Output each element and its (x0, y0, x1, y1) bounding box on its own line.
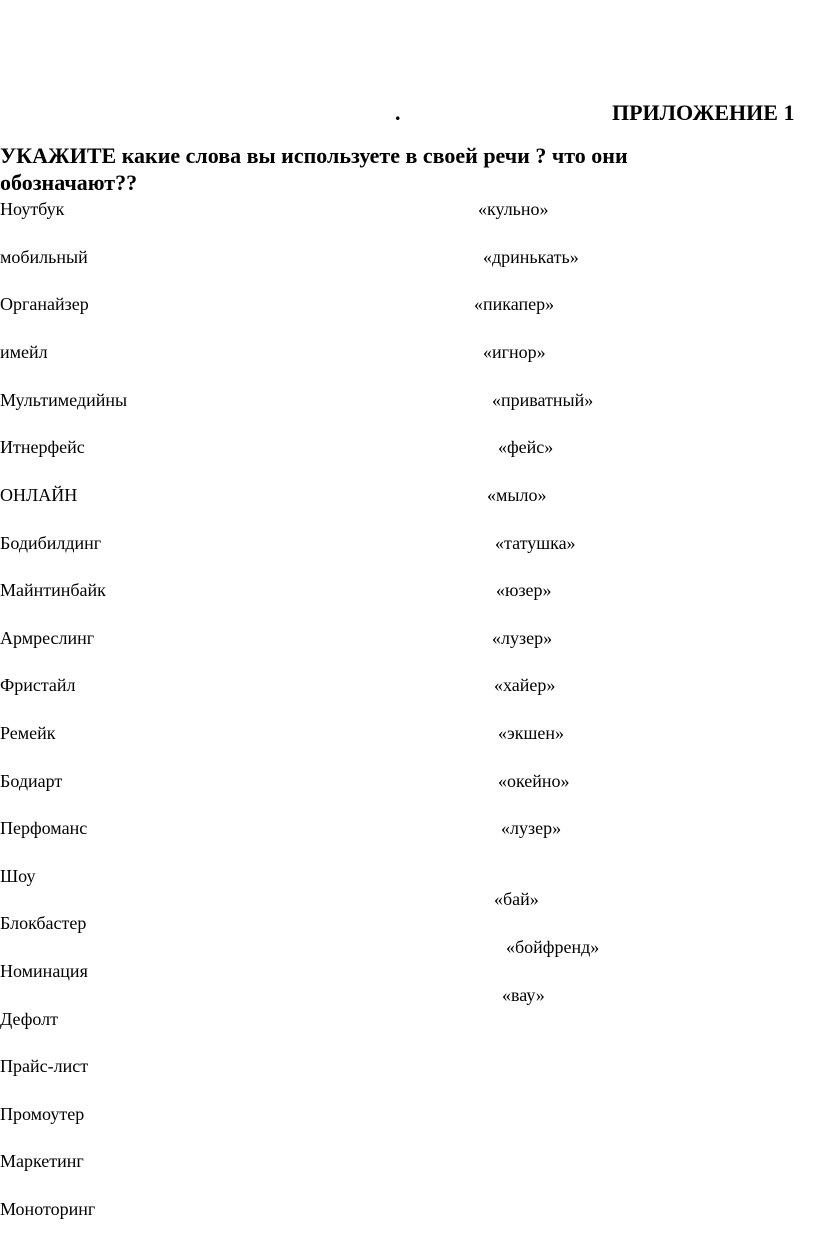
header-dot: . (395, 100, 401, 125)
left-word: Ноутбук (0, 199, 65, 219)
right-word: «вау» (502, 985, 545, 1005)
left-word: имейл (0, 342, 48, 362)
right-word: «кульно» (478, 199, 549, 219)
right-word: «пикапер» (474, 294, 555, 314)
right-word: «лузер» (501, 818, 562, 838)
right-word: «дринькать» (483, 247, 579, 267)
right-word: «хайер» (494, 675, 556, 695)
left-word: Мультимедийны (0, 390, 128, 410)
right-word: «окейно» (498, 771, 570, 791)
right-word: «бойфренд» (506, 937, 600, 957)
left-word: Ремейк (0, 723, 56, 743)
left-word: Моноторинг (0, 1199, 96, 1219)
left-word: ОНЛАЙН (0, 485, 78, 505)
left-word: Армреслинг (0, 628, 95, 648)
left-word: Промоутер (0, 1104, 85, 1124)
left-word: мобильный (0, 247, 88, 267)
right-word: «татушка» (495, 533, 576, 553)
left-word: Шоу (0, 866, 36, 886)
right-word: «лузер» (492, 628, 553, 648)
left-word: Фристайл (0, 675, 76, 695)
right-word: «бай» (494, 889, 539, 909)
right-word: «юзер» (496, 580, 552, 600)
left-word: Перфоманс (0, 818, 88, 838)
left-word: Итнерфейс (0, 437, 85, 457)
left-word: Майнтинбайк (0, 580, 106, 600)
left-word: Блокбастер (0, 913, 87, 933)
right-word: «мыло» (487, 485, 547, 505)
left-word: Прайс-лист (0, 1056, 89, 1076)
left-word: Бодибилдинг (0, 533, 102, 553)
appendix-title: ПРИЛОЖЕНИЕ 1 (612, 100, 795, 125)
left-word: Органайзер (0, 294, 89, 314)
task-heading: УКАЖИТЕ какие слова вы используете в своей речи ? что они обозначают?? (0, 143, 628, 195)
left-word: Номинация (0, 961, 88, 981)
right-word: «приватный» (492, 390, 594, 410)
right-word: «экшен» (498, 723, 564, 743)
left-word: Дефолт (0, 1009, 58, 1029)
right-word: «фейс» (498, 437, 554, 457)
left-word: Бодиарт (0, 771, 63, 791)
left-word: Маркетинг (0, 1151, 84, 1171)
right-word: «игнор» (483, 342, 546, 362)
